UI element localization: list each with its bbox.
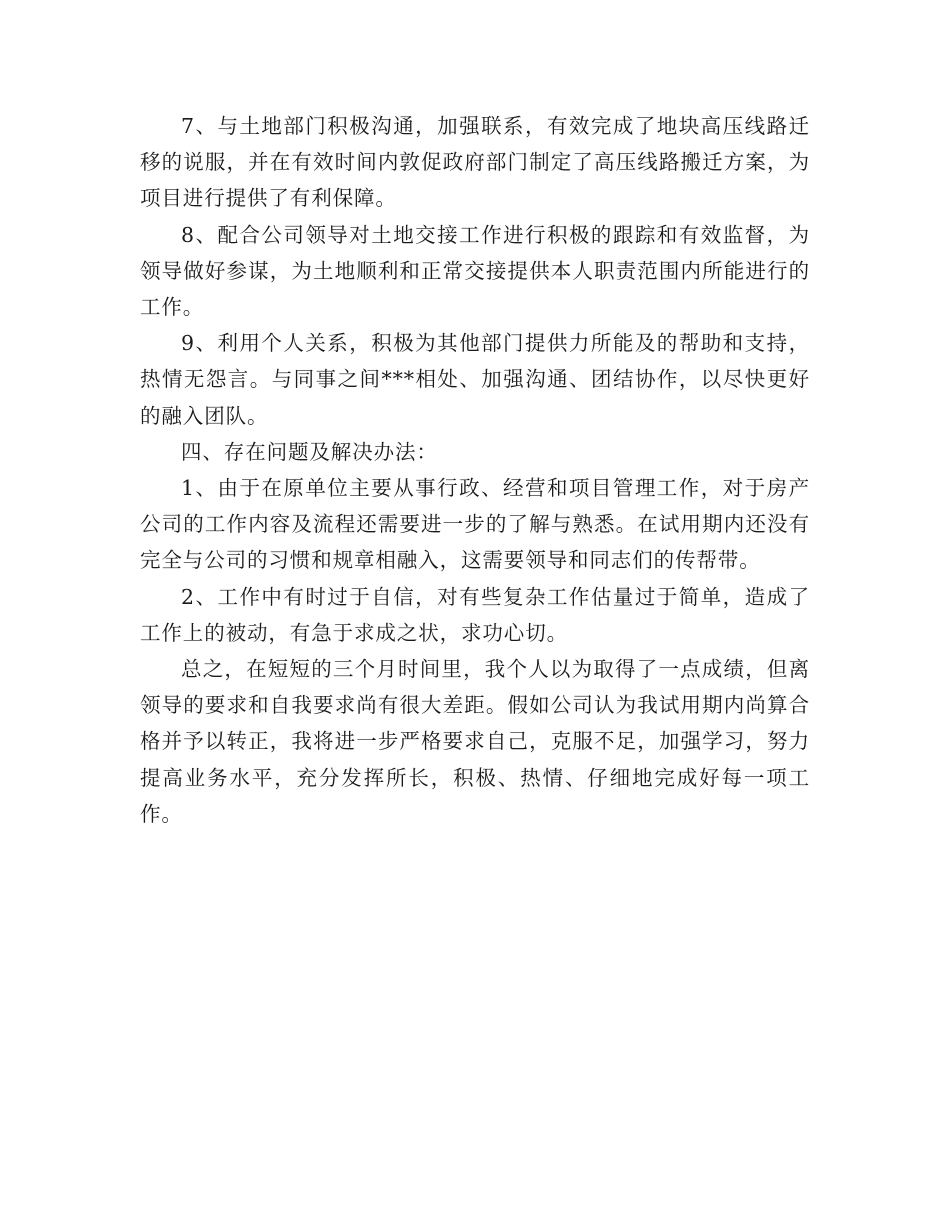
conclusion-paragraph: 总之，在短短的三个月时间里，我个人以为取得了一点成绩，但离领导的要求和自我要求尚有很大差距。假如公司认为我试用期内尚算合格并予以转正，我将进一步严格要求自己，克服不足，加强学习，努力提高业务水平，充分发挥所长，积极、热情、仔细地完成好每一项工作。: [140, 657, 810, 826]
document-body: [140, 108, 810, 832]
problem-item-2: 2、工作中有时过于自信，对有些复杂工作估量过于简单，造成了工作上的被动，有急于求成之状，求功心切。: [140, 584, 810, 645]
paragraph-item-8: 8、配合公司领导对土地交接工作进行积极的跟踪和有效监督，为领导做好参谋，为土地顺利和正常交接提供本人职责范围内所能进行的工作。: [140, 222, 810, 320]
section-heading-problems: 四、存在问题及解决办法：: [181, 439, 438, 464]
paragraph-item-9: 9、利用个人关系，积极为其他部门提供力所能及的帮助和支持，热情无怨言。与同事之间***相处、加强沟通、团结协作，以尽快更好的融入团队。: [140, 331, 810, 428]
paragraph-item-7: 7、与土地部门积极沟通，加强联系，有效完成了地块高压线路迁移的说服，并在有效时间内敦促政府部门制定了高压线路搬迁方案，为项目进行提供了有利保障。: [140, 114, 810, 211]
problem-item-1: 1、由于在原单位主要从事行政、经营和项目管理工作，对于房产公司的工作内容及流程还需要进一步的了解与熟悉。在试用期内还没有完全与公司的习惯和规章相融入，这需要领导和同志们的传帮带。: [140, 476, 810, 573]
